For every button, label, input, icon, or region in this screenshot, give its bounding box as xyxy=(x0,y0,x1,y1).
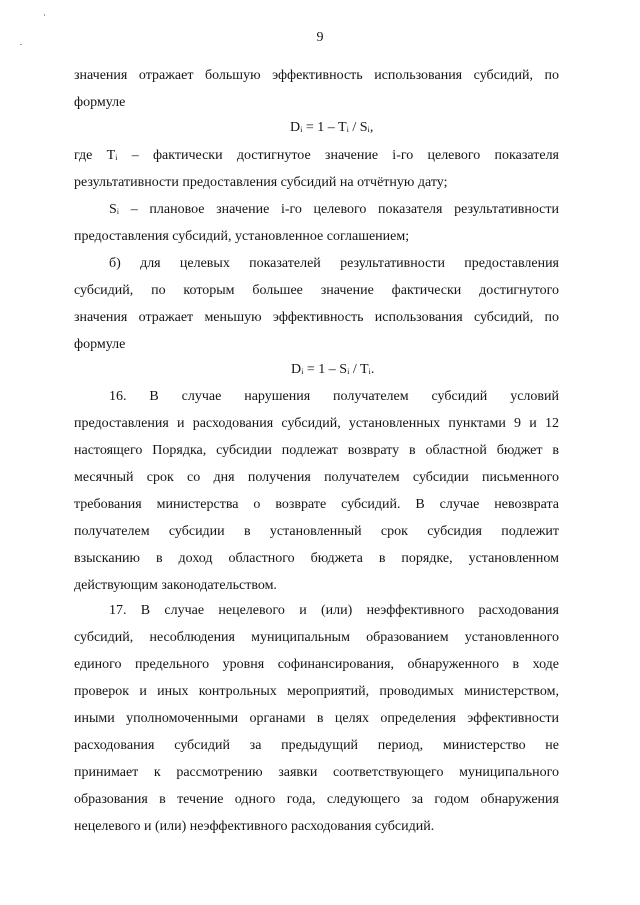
formula-a: Dᵢ = 1 – Tᵢ / Sᵢ, xyxy=(290,120,374,135)
text-line: расходования субсидий за предыдущий период, министерство не xyxy=(74,738,559,753)
paragraph-ti-definition xyxy=(74,142,559,196)
text-line: формуле xyxy=(74,95,126,110)
text-line: где Tᵢ – фактически достигнутое значение i-го целевого показателя xyxy=(74,148,559,163)
text-line: взысканию в доход областного бюджета в порядке, установленном xyxy=(74,551,559,566)
text-line: формуле xyxy=(74,337,126,352)
text-line: значения отражает меньшую эффективность использования субсидий, по xyxy=(74,310,559,325)
text-line: субсидий, по которым большее значение фактически достигнутого xyxy=(74,283,559,298)
text-line: 16. В случае нарушения получателем субсидий условий xyxy=(109,389,559,404)
text-line: действующим законодательством. xyxy=(74,578,277,593)
text-line: значения отражает большую эффективность использования субсидий, по xyxy=(74,68,559,83)
text-line: принимает к рассмотрению заявки соответствующего муниципального xyxy=(74,765,559,780)
paragraph-effectiveness-formula-intro xyxy=(74,62,559,116)
paragraph-17 xyxy=(74,597,559,840)
text-line: настоящего Порядка, субсидии подлежат возврату в областной бюджет в xyxy=(74,443,559,458)
paragraph-si-definition xyxy=(74,196,559,250)
text-line: требования министерства о возврате субсидий. В случае невозврата xyxy=(74,497,559,512)
text-line: иными уполномоченными органами в целях определения эффективности xyxy=(74,711,559,726)
formula-b: Dᵢ = 1 – Sᵢ / Tᵢ. xyxy=(291,362,375,377)
text-line: 17. В случае нецелевого и (или) неэффективного расходования xyxy=(109,603,559,618)
text-line: предоставления и расходования субсидий, установленных пунктами 9 и 12 xyxy=(74,416,559,431)
text-line: получателем субсидии в установленный срок субсидия подлежит xyxy=(74,524,559,539)
page-number: 9 xyxy=(316,30,324,45)
text-line: образования в течение одного года, следующего за годом обнаружения xyxy=(74,792,559,807)
text-line: единого предельного уровня софинансирования, обнаруженного в ходе xyxy=(74,657,559,672)
paragraph-16 xyxy=(74,383,559,599)
paragraph-b xyxy=(74,250,559,358)
text-line: проверок и иных контрольных мероприятий, проводимых министерством, xyxy=(74,684,559,699)
text-line: предоставления субсидий, установленное соглашением; xyxy=(74,229,410,244)
scan-dot xyxy=(44,14,45,16)
text-line: результативности предоставления субсидий на отчётную дату; xyxy=(74,175,448,190)
text-line: месячный срок со дня получения получателем субсидии письменного xyxy=(74,470,559,485)
text-line: б) для целевых показателей результативности предоставления xyxy=(109,256,559,271)
text-line: Sᵢ – плановое значение i-го целевого показателя результативности xyxy=(109,202,559,217)
text-line: субсидий, несоблюдения муниципальным образованием установленного xyxy=(74,630,559,645)
text-line: нецелевого и (или) неэффективного расходования субсидий. xyxy=(74,819,435,834)
